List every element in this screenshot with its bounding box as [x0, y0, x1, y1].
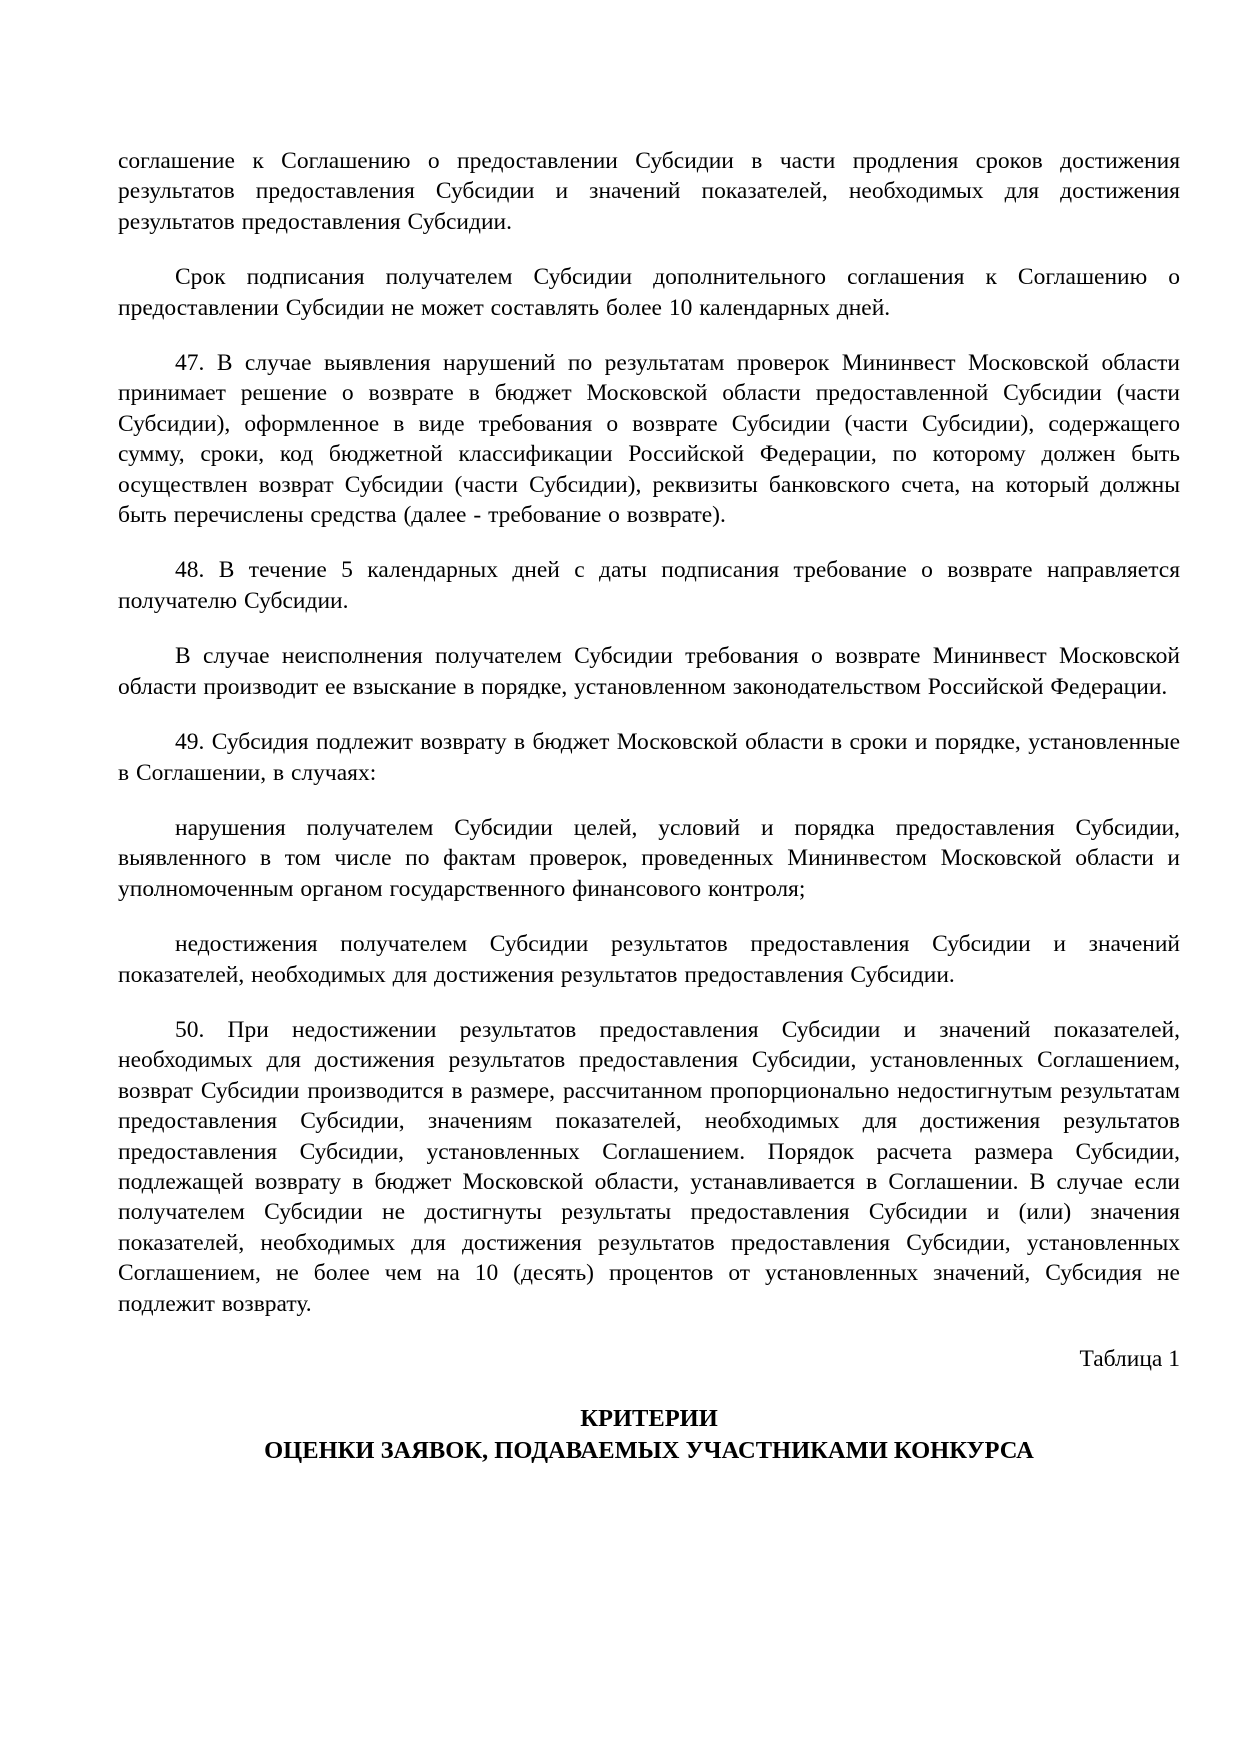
heading-line-2: ОЦЕНКИ ЗАЯВОК, ПОДАВАЕМЫХ УЧАСТНИКАМИ КОНКУРСА	[264, 1437, 1034, 1465]
section-heading	[118, 1403, 1180, 1467]
paragraph-non-achievement-case: недостижения получателем Субсидии результатов предоставления Субсидии и значений показателей, необходимых для достижения результатов предоставления Субсидии.	[118, 931, 1180, 988]
paragraph-item-47: 47. В случае выявления нарушений по результатам проверок Мининвест Московской области принимает решение о возврате в бюджет Московской области предоставленной Субсидии (части Субсидии), оформленное в виде требования о возврате Субсидии (части Субсидии), содержащего сумму, сроки, код бюджетной классификации Российской Федерации, по которому должен быть осуществлен возврат Субсидии (части Субсидии), реквизиты банковского счета, на который должны быть перечислены средства (далее - требование о возврате).	[118, 350, 1180, 529]
paragraph-item-49: 49. Субсидия подлежит возврату в бюджет Московской области в сроки и порядке, установленные в Соглашении, в случаях:	[118, 729, 1180, 786]
heading-line-1: КРИТЕРИИ	[580, 1405, 718, 1433]
paragraph-item-48: 48. В течение 5 календарных дней с даты подписания требование о возврате направляется получателю Субсидии.	[118, 557, 1180, 614]
paragraph-signing-term: Срок подписания получателем Субсидии дополнительного соглашения к Соглашению о предоставлении Субсидии не может составлять более 10 календарных дней.	[118, 264, 1180, 321]
paragraph-item-50: 50. При недостижении результатов предоставления Субсидии и значений показателей, необходимых для достижения результатов предоставления Субсидии, установленных Соглашением, возврат Субсидии производится в размере, рассчитанном пропорционально недостигнутым результатам предоставления Субсидии, значениям показателей, необходимых для достижения результатов предоставления Субсидии, установленных Соглашением. Порядок расчета размера Субсидии, подлежащей возврату в бюджет Московской области, устанавливается в Соглашении. В случае если получателем Субсидии не достигнуты результаты предоставления Субсидии и (или) значения показателей, необходимых для достижения результатов предоставления Субсидии, установленных Соглашением, не более чем на 10 (десять) процентов от установленных значений, Субсидия не подлежит возврату.	[118, 1016, 1180, 1317]
table-label: Таблица 1	[1079, 1346, 1180, 1372]
paragraph-non-fulfillment: В случае неисполнения получателем Субсидии требования о возврате Мининвест Московской области производит ее взыскание в порядке, установленном законодательством Российской Федерации.	[118, 643, 1180, 700]
paragraph-violation-case: нарушения получателем Субсидии целей, условий и порядка предоставления Субсидии, выявленного в том числе по фактам проверок, проведенных Мининвестом Московской области и уполномоченным органом государственного финансового контроля;	[118, 814, 1180, 902]
paragraph-continuation: соглашение к Соглашению о предоставлении Субсидии в части продления сроков достижения результатов предоставления Субсидии и значений показателей, необходимых для достижения результатов предоставления Субсидии.	[118, 148, 1180, 235]
